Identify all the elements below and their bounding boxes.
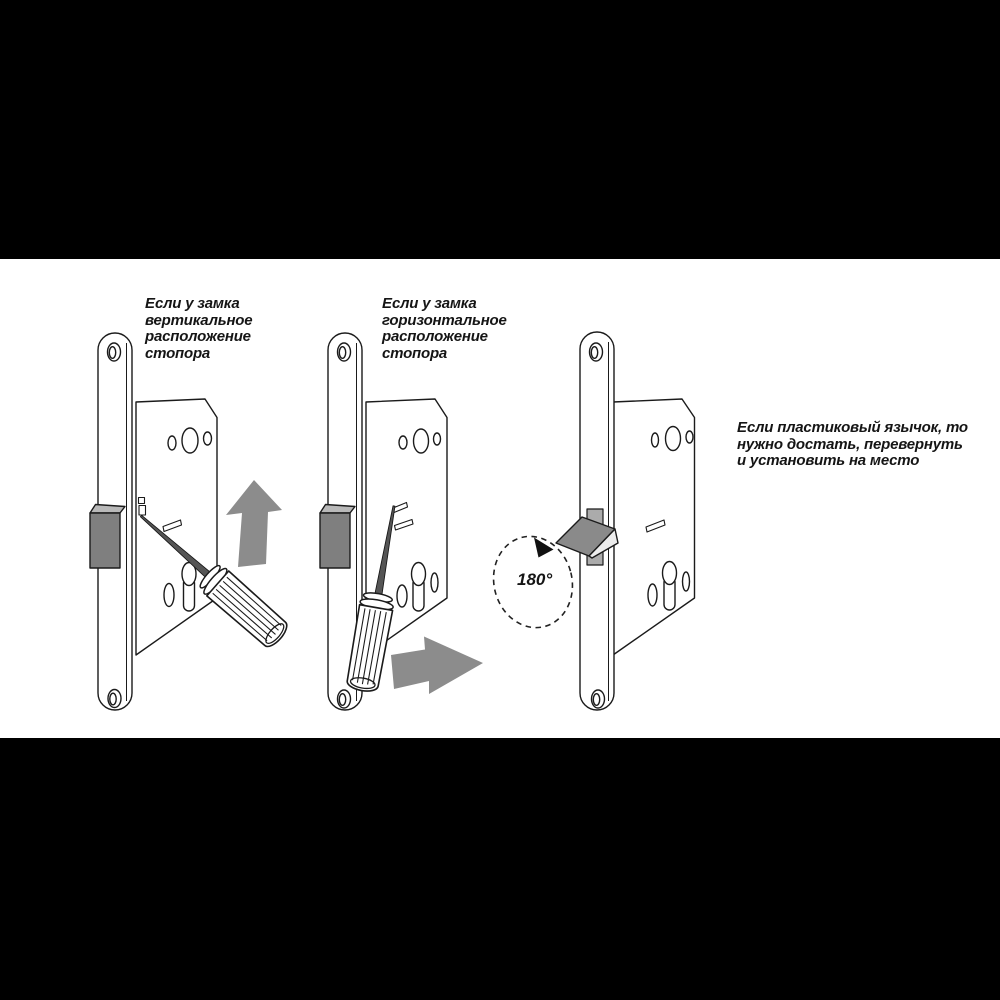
caption-line: Если пластиковый язычок, то [737, 419, 968, 436]
caption-line: вертикальное [145, 311, 253, 329]
caption-line: горизонтальное [382, 311, 507, 329]
lock-diagram-plastic-tongue [484, 332, 694, 710]
caption-line: Если у замка [145, 295, 240, 312]
rotation-arrowhead-icon [534, 538, 554, 558]
stopper-block [90, 505, 125, 569]
caption-line: стопора [145, 344, 211, 362]
caption-line: Если у замка [382, 295, 477, 312]
stopper-block [320, 505, 355, 569]
caption-line: нужно достать, перевернуть [737, 435, 963, 453]
stopper-slot-upper [139, 498, 145, 504]
lock-body-plate [613, 399, 695, 655]
lock-body-plate [136, 399, 217, 655]
caption-line: стопора [382, 344, 448, 362]
lock-diagram-horizontal-stopper [320, 333, 483, 710]
arrow-up [226, 480, 282, 567]
stopper-slot-lower [139, 506, 146, 516]
caption-line: и установить на место [737, 452, 920, 469]
rotation-angle-label: 180° [517, 570, 553, 589]
lock-diagram-vertical-stopper [90, 333, 291, 710]
arrow-right [391, 637, 483, 695]
caption-line: расположение [145, 328, 251, 345]
caption-horizontal-stopper [382, 296, 507, 362]
caption-plastic-tongue [737, 420, 968, 470]
caption-line: расположение [382, 328, 488, 345]
caption-vertical-stopper [145, 296, 252, 362]
